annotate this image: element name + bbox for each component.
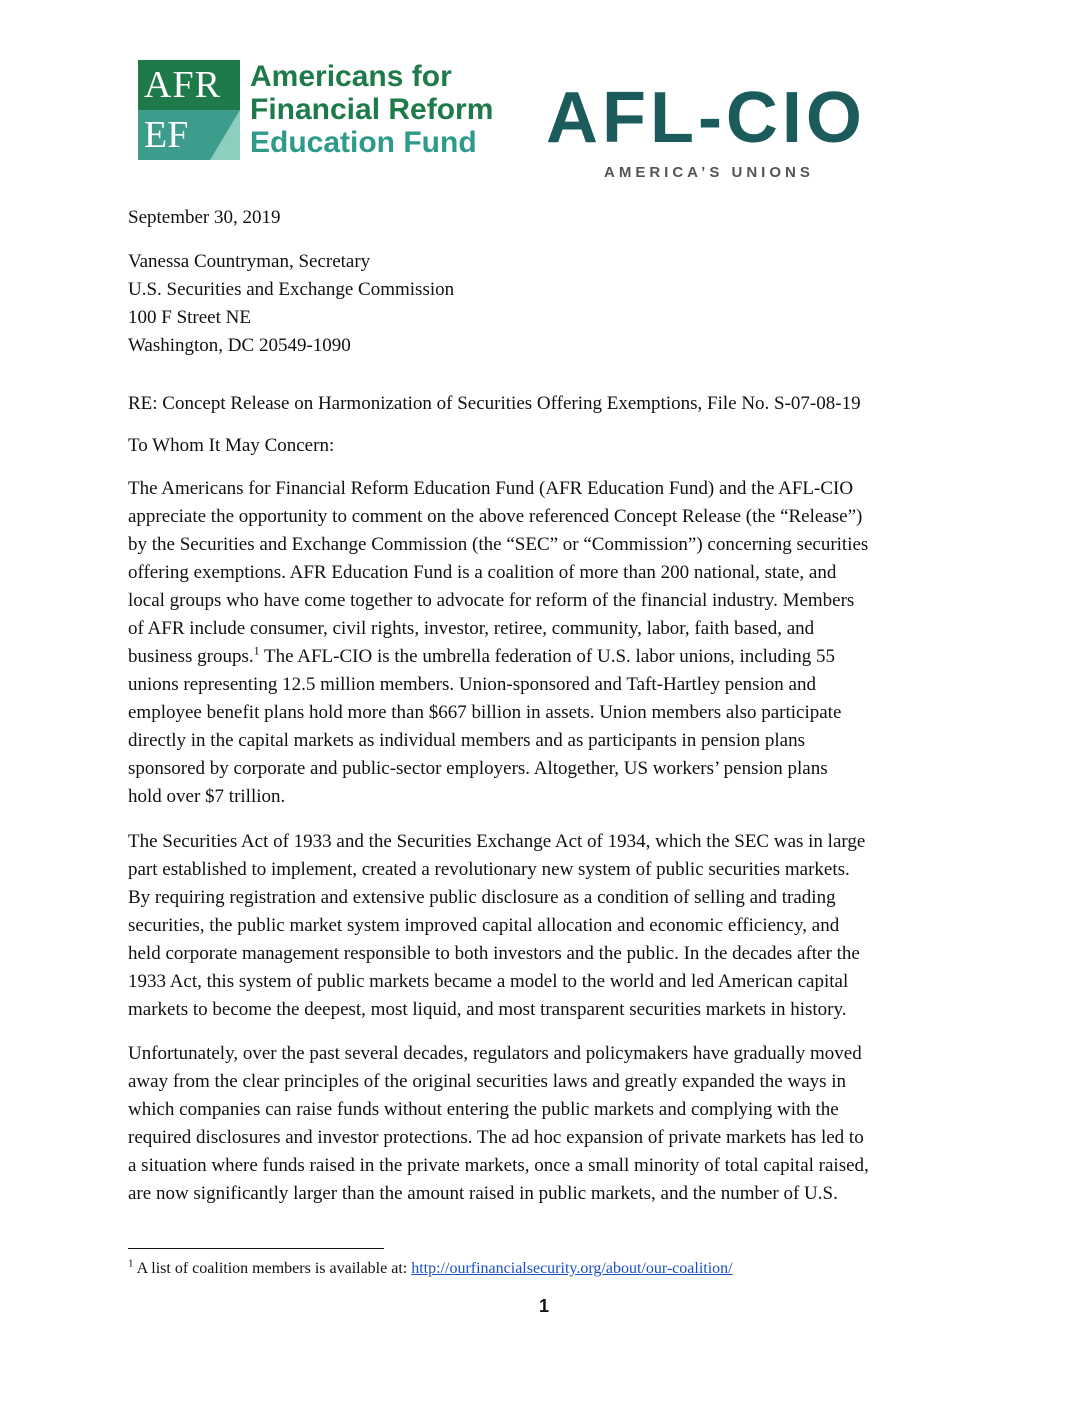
paragraph-line: sponsored by corporate and public-sector employers. Altogether, US workers’ pension plans bbox=[128, 758, 828, 779]
paragraph-line: By requiring registration and extensive public disclosure as a condition of selling and trading bbox=[128, 887, 836, 908]
re-line: RE: Concept Release on Harmonization of Securities Offering Exemptions, File No. S-07-08-19 bbox=[128, 393, 861, 414]
date-line: September 30, 2019 bbox=[128, 207, 281, 228]
paragraph-line: The Securities Act of 1933 and the Securities Exchange Act of 1934, which the SEC was in large bbox=[128, 831, 866, 852]
afr-logo bbox=[138, 60, 498, 160]
paragraph-line-with-footnote bbox=[128, 643, 962, 671]
address-line: Vanessa Countryman, Secretary bbox=[128, 251, 371, 272]
afr-logo-mark bbox=[138, 60, 240, 160]
body-paragraph-1 bbox=[128, 475, 962, 811]
paragraph-line: which companies can raise funds without entering the public markets and complying with the bbox=[128, 1099, 839, 1120]
paragraph-line: offering exemptions. AFR Education Fund is a coalition of more than 200 national, state, and bbox=[128, 562, 837, 583]
paragraph-line: a situation where funds raised in the private markets, once a small minority of total capital raised, bbox=[128, 1155, 869, 1176]
paragraph-line: of AFR include consumer, civil rights, investor, retiree, community, labor, faith based, and bbox=[128, 618, 815, 639]
recipient-address bbox=[128, 248, 962, 360]
letter-date bbox=[128, 204, 962, 232]
paragraph-line: are now significantly larger than the amount raised in public markets, and the number of U.S. bbox=[128, 1183, 838, 1204]
page-number: 1 bbox=[538, 1296, 549, 1316]
footnote-ref-text-start: business groups. bbox=[128, 646, 254, 667]
paragraph-line: appreciate the opportunity to comment on the above referenced Concept Release (the “Release”) bbox=[128, 506, 863, 527]
footnote-reference-mark[interactable]: 1 bbox=[253, 643, 260, 658]
aflcio-wordmark: AFL-CIO bbox=[546, 78, 866, 158]
footnote-ref-text-end: The AFL-CIO is the umbrella federation of U.S. labor unions, including 55 bbox=[259, 646, 835, 667]
afr-wordmark-line-1: Americans for bbox=[250, 60, 452, 93]
afr-wordmark-line-3: Education Fund bbox=[250, 126, 477, 159]
body-paragraph-3 bbox=[128, 1040, 962, 1208]
paragraph-line: required disclosures and investor protections. The ad hoc expansion of private markets has led to bbox=[128, 1127, 864, 1148]
paragraph-line: The Americans for Financial Reform Education Fund (AFR Education Fund) and the AFL-CIO bbox=[128, 478, 854, 499]
afr-mark-bottom: EF bbox=[138, 110, 240, 160]
aflcio-tagline: AMERICA’S UNIONS bbox=[604, 164, 814, 181]
paragraph-line: away from the clear principles of the original securities laws and greatly expanded the ways in bbox=[128, 1071, 847, 1092]
paragraph-line: hold over $7 trillion. bbox=[128, 786, 286, 807]
subject-line bbox=[128, 390, 962, 418]
paragraph-line: unions representing 12.5 million members. Union-sponsored and Taft-Hartley pension and bbox=[128, 674, 816, 695]
paragraph-line: securities, the public market system improved capital allocation and economic efficiency, and bbox=[128, 915, 840, 936]
afr-wordmark bbox=[250, 60, 493, 159]
salutation bbox=[128, 432, 962, 460]
afr-mark-top: AFR bbox=[138, 60, 240, 110]
address-line: 100 F Street NE bbox=[128, 307, 251, 328]
paragraph-line: Unfortunately, over the past several decades, regulators and policymakers have gradually moved bbox=[128, 1043, 862, 1064]
afr-wordmark-line-2: Financial Reform bbox=[250, 93, 494, 126]
address-line: Washington, DC 20549-1090 bbox=[128, 335, 351, 356]
paragraph-line: 1933 Act, this system of public markets became a model to the world and led American capital bbox=[128, 971, 849, 992]
paragraph-line: markets to become the deepest, most liquid, and most transparent securities markets in history. bbox=[128, 999, 847, 1020]
footnote-separator bbox=[128, 1248, 384, 1249]
paragraph-line: held corporate management responsible to both investors and the public. In the decades after the bbox=[128, 943, 860, 964]
paragraph-line: part established to implement, created a revolutionary new system of public securities markets. bbox=[128, 859, 850, 880]
paragraph-line: employee benefit plans hold more than $667 billion in assets. Union members also participate bbox=[128, 702, 842, 723]
footnote-mark: 1 bbox=[128, 1257, 134, 1270]
aflcio-logo bbox=[546, 78, 926, 182]
footnote-text: A list of coalition members is available at: bbox=[133, 1260, 412, 1277]
paragraph-line: by the Securities and Exchange Commission (the “SEC” or “Commission”) concerning securities bbox=[128, 534, 869, 555]
paragraph-line: local groups who have come together to advocate for reform of the financial industry. Members bbox=[128, 590, 855, 611]
salutation-line: To Whom It May Concern: bbox=[128, 435, 335, 456]
address-line: U.S. Securities and Exchange Commission bbox=[128, 279, 455, 300]
coalition-link[interactable]: http://ourfinancialsecurity.org/about/our-coalition/ bbox=[411, 1260, 733, 1277]
paragraph-line: directly in the capital markets as individual members and as participants in pension plans bbox=[128, 730, 805, 751]
footnote bbox=[128, 1258, 733, 1280]
afr-mark-slash-shape bbox=[188, 110, 240, 160]
body-paragraph-2 bbox=[128, 828, 962, 1024]
